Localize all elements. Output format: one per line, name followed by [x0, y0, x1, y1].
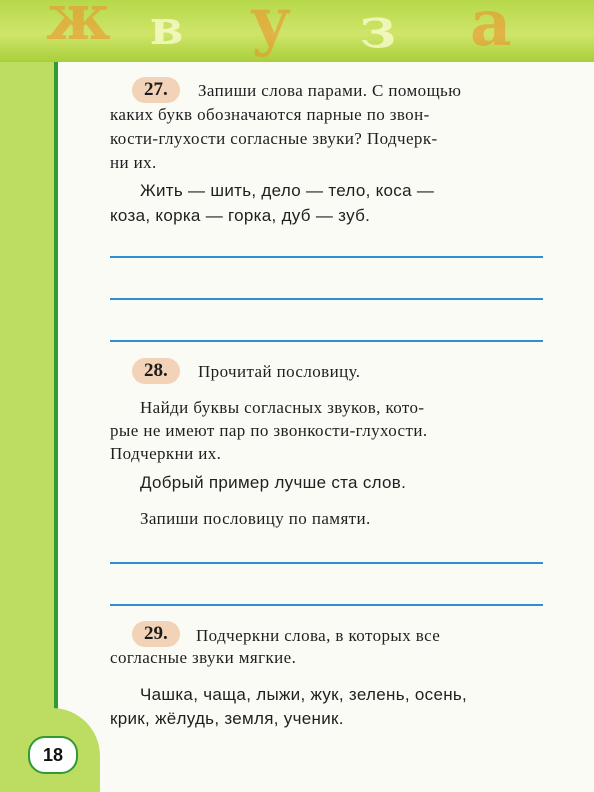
- task-27-instruction-line: кости-глухости согласные звуки? Подчерк-: [110, 129, 438, 148]
- task-27-example-line: коза, корка — горка, дуб — зуб.: [110, 206, 371, 225]
- page-number: 18: [28, 736, 78, 774]
- task-28-instruction-line: рые не имеют пар по звонкости-глухости.: [110, 421, 428, 440]
- task-27-instruction-line: Запиши слова парами. С помощью: [198, 81, 462, 100]
- task-27-example-line: Жить — шить, дело — тело, коса —: [140, 181, 435, 200]
- task-28-proverb: Добрый пример лучше ста слов.: [140, 473, 407, 492]
- task-27-instruction-line: каких букв обозначаются парные по звон-: [110, 105, 430, 124]
- banner-letter: в: [150, 0, 184, 56]
- banner-letter: а: [470, 0, 512, 61]
- task-number-27: 27.: [132, 77, 180, 103]
- task-29-instruction-line: согласные звуки мягкие.: [110, 648, 297, 667]
- writing-line: [110, 298, 543, 300]
- task-number-28: 28.: [132, 358, 180, 384]
- writing-line: [110, 562, 543, 564]
- left-margin: [0, 62, 54, 792]
- task-28-write-instruction: Запиши пословицу по памяти.: [140, 509, 371, 528]
- writing-line: [110, 604, 543, 606]
- task-29-example-line: крик, жёлудь, земля, ученик.: [110, 709, 344, 728]
- banner-letter: у: [250, 0, 291, 59]
- margin-line: [54, 62, 58, 742]
- banner-letter: з: [360, 0, 396, 61]
- banner-letter: ж: [46, 0, 111, 55]
- task-29-example-line: Чашка, чаща, лыжи, жук, зелень, осень,: [140, 685, 468, 704]
- task-29-instruction-line: Подчеркни слова, в которых все: [196, 626, 441, 645]
- task-27-instruction-line: ни их.: [110, 153, 157, 172]
- writing-line: [110, 340, 543, 342]
- task-28-instruction-line: Подчеркни их.: [110, 444, 222, 463]
- task-28-instruction-line: Найди буквы согласных звуков, кото-: [140, 398, 425, 417]
- task-28-instruction: Прочитай пословицу.: [198, 362, 361, 381]
- task-number-29: 29.: [132, 621, 180, 647]
- top-banner: [0, 0, 594, 62]
- writing-line: [110, 256, 543, 258]
